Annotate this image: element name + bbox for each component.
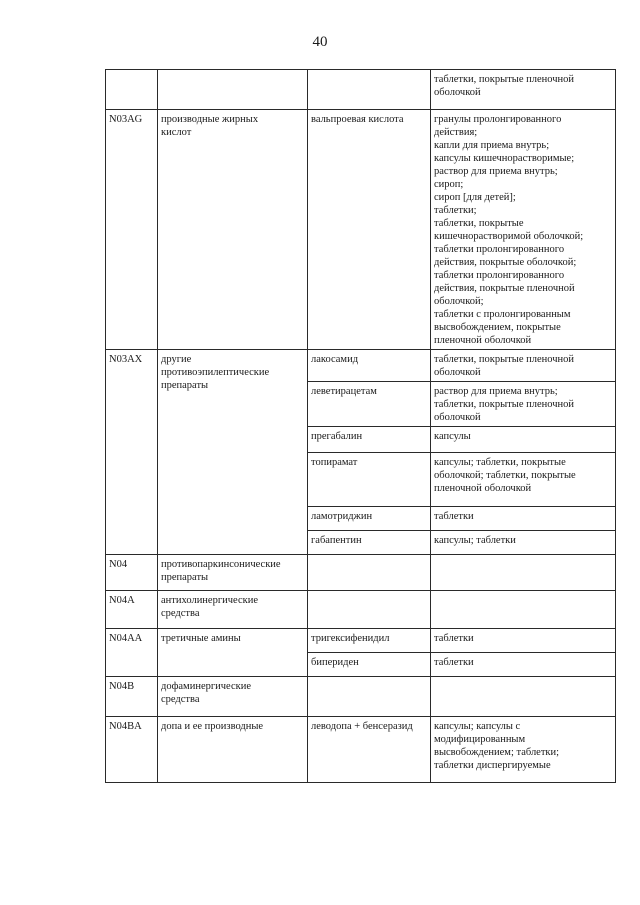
- atc-code-cell: N04BA: [106, 717, 158, 783]
- drug-cell: [308, 555, 431, 591]
- table-row: [106, 591, 616, 629]
- group-cell: допа и ее производные: [158, 717, 308, 783]
- dosage-forms-cell: [431, 555, 616, 591]
- group-cell: противопаркинсонические препараты: [158, 555, 308, 591]
- atc-code-cell: N04A: [106, 591, 158, 629]
- dosage-forms-cell: гранулы пролонгированного действия; капли для приема внутрь; капсулы кишечнорастворимые; раствор для приема внутрь; сироп; сироп [для детей]; таблетки; таблетки, покрытые кишечнорастворимой оболочкой; таблетки пролонгированного действия, покрытые оболочкой; таблетки пролонгированного действия, покрытые пленочной оболочкой; таблетки с пролонгированным высвобождением, покрытые пленочной оболочкой: [431, 110, 616, 350]
- table-row: [106, 350, 616, 382]
- dosage-forms-cell: [431, 591, 616, 629]
- atc-code-cell: N03AX: [106, 350, 158, 555]
- group-cell: дофаминергические средства: [158, 677, 308, 717]
- drug-cell: вальпроевая кислота: [308, 110, 431, 350]
- drug-cell: топирамат: [308, 453, 431, 507]
- table-row: [106, 70, 616, 110]
- group-cell: [158, 70, 308, 110]
- atc-code-cell: N04B: [106, 677, 158, 717]
- dosage-forms-cell: капсулы; таблетки: [431, 531, 616, 555]
- dosage-forms-cell: капсулы: [431, 427, 616, 453]
- group-cell: производные жирных кислот: [158, 110, 308, 350]
- drug-cell: прегабалин: [308, 427, 431, 453]
- drug-cell: габапентин: [308, 531, 431, 555]
- drug-cell: бипериден: [308, 653, 431, 677]
- atc-code-cell: N03AG: [106, 110, 158, 350]
- drug-cell: [308, 591, 431, 629]
- dosage-forms-cell: таблетки: [431, 653, 616, 677]
- drug-cell: леводопа + бенсеразид: [308, 717, 431, 783]
- table-row: [106, 110, 616, 350]
- drug-cell: [308, 677, 431, 717]
- drug-table: [105, 69, 616, 783]
- drug-cell: леветирацетам: [308, 382, 431, 427]
- dosage-forms-cell: таблетки: [431, 629, 616, 653]
- table-row: [106, 629, 616, 653]
- dosage-forms-cell: раствор для приема внутрь; таблетки, покрытые пленочной оболочкой: [431, 382, 616, 427]
- atc-code-cell: N04: [106, 555, 158, 591]
- drug-cell: [308, 70, 431, 110]
- dosage-forms-cell: капсулы; таблетки, покрытые оболочкой; таблетки, покрытые пленочной оболочкой: [431, 453, 616, 507]
- atc-code-cell: N04AA: [106, 629, 158, 677]
- table-row: [106, 717, 616, 783]
- dosage-forms-cell: капсулы; капсулы с модифицированным высвобождением; таблетки; таблетки диспергируемые: [431, 717, 616, 783]
- page-number: 40: [312, 34, 328, 50]
- table-row: [106, 555, 616, 591]
- drug-cell: лакосамид: [308, 350, 431, 382]
- dosage-forms-cell: таблетки, покрытые пленочной оболочкой: [431, 350, 616, 382]
- dosage-forms-cell: таблетки: [431, 507, 616, 531]
- drug-cell: тригексифенидил: [308, 629, 431, 653]
- group-cell: третичные амины: [158, 629, 308, 677]
- atc-code-cell: [106, 70, 158, 110]
- dosage-forms-cell: таблетки, покрытые пленочной оболочкой: [431, 70, 616, 110]
- dosage-forms-cell: [431, 677, 616, 717]
- drug-cell: ламотриджин: [308, 507, 431, 531]
- group-cell: другие противоэпилептические препараты: [158, 350, 308, 555]
- table-row: [106, 677, 616, 717]
- group-cell: антихолинергические средства: [158, 591, 308, 629]
